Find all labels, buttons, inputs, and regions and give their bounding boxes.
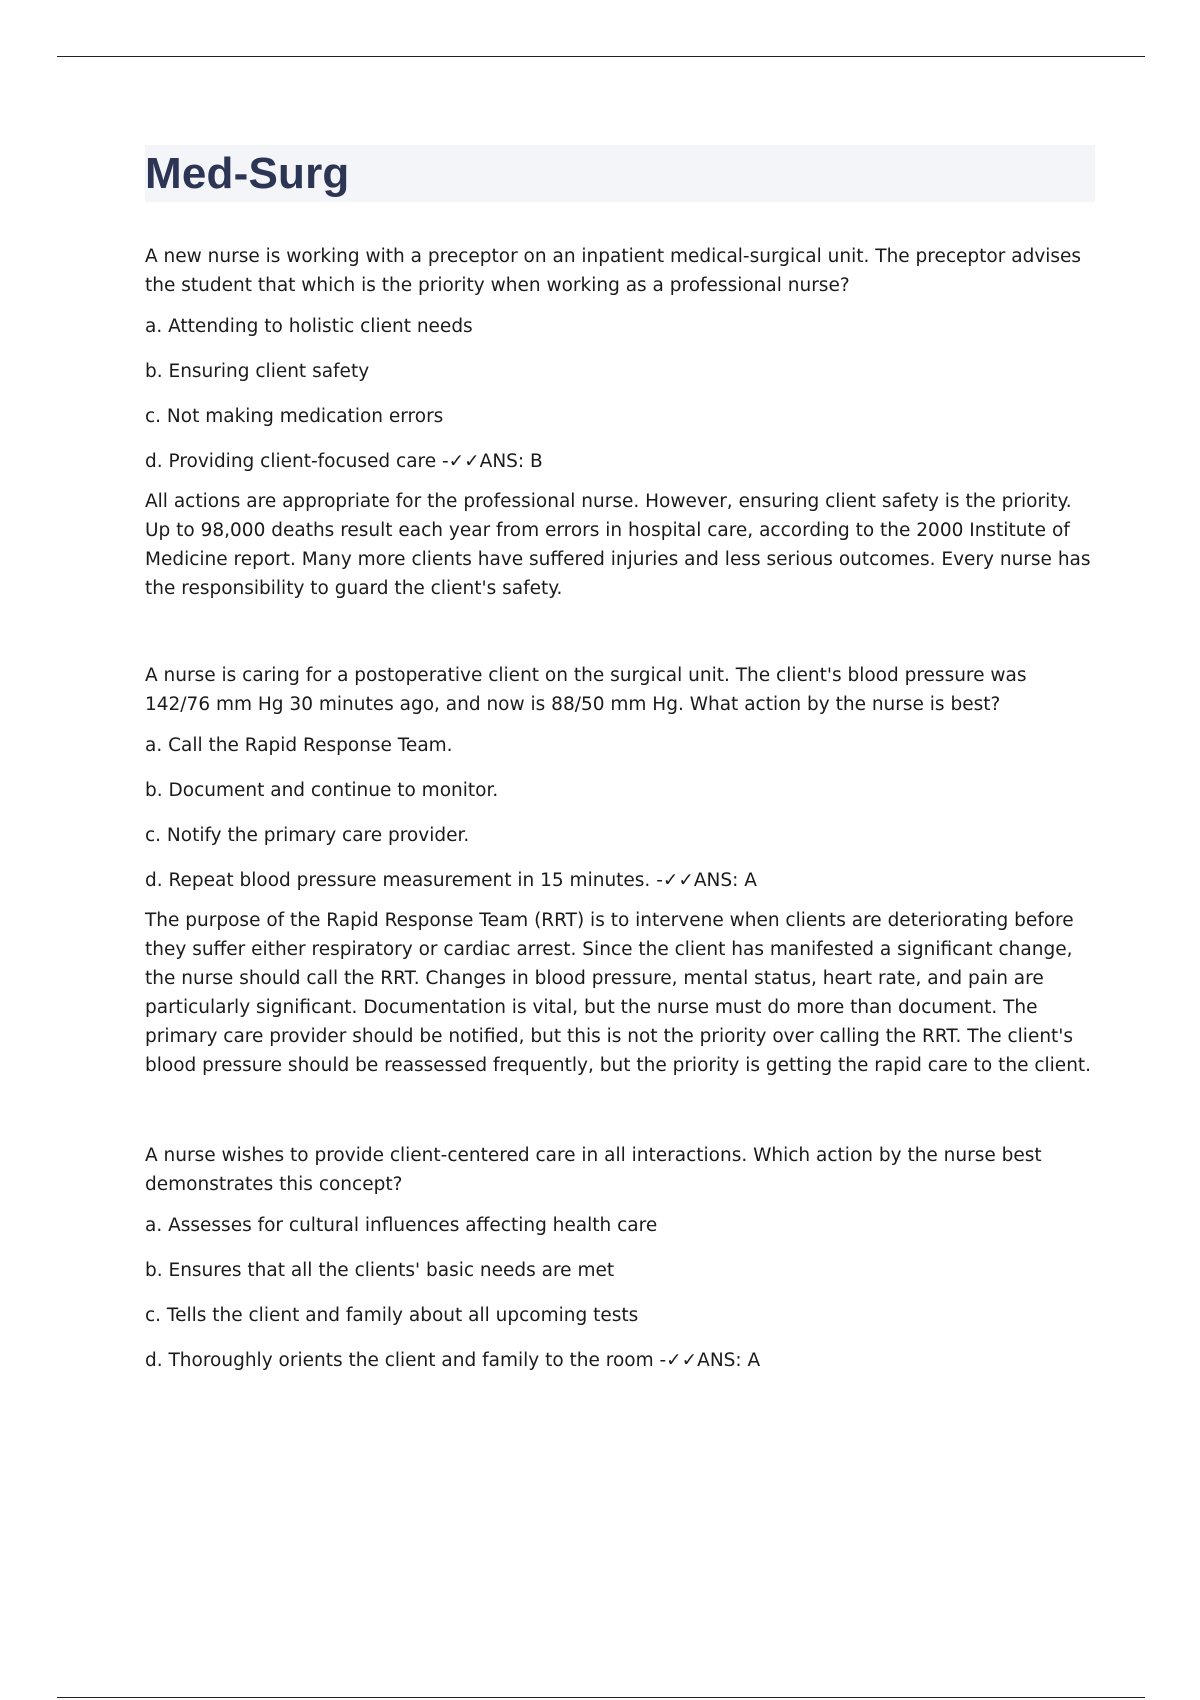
page-title: Med-Surg: [145, 148, 350, 198]
answer-option-d: d. Providing client-focused care -✓✓ANS: B: [145, 451, 543, 472]
answer-option-c: c. Tells the client and family about all upcoming tests: [145, 1305, 639, 1326]
answer-option-d: d. Thoroughly orients the client and family to the room -✓✓ANS: A: [145, 1350, 761, 1371]
question-block-1: [145, 242, 1095, 603]
footer-rule: [57, 1697, 1145, 1698]
document-body: [145, 145, 1095, 1386]
answer-option-b: b. Ensuring client safety: [145, 361, 370, 382]
question-stem: A new nurse is working with a preceptor on an inpatient medical-surgical unit. The preceptor advises the student that which is the priority when working as a professional nurse?: [145, 246, 1082, 296]
answer-option-b: b. Ensures that all the clients' basic needs are met: [145, 1260, 615, 1281]
answer-option-a: a. Assesses for cultural influences affecting health care: [145, 1215, 658, 1236]
answer-rationale: The purpose of the Rapid Response Team (RRT) is to intervene when clients are deteriorating before they suffer either respiratory or cardiac arrest. Since the client has manifested a significant change, the nurse should call the RRT. Changes in blood pressure, mental status, heart rate, and pain are particularly significant. Documentation is vital, but the nurse must do more than document. The primary care provider should be notified, but this is not the priority over calling the RRT. The client's blood pressure should be reassessed frequently, but the priority is getting the rapid care to the client.: [145, 910, 1092, 1076]
question-stem: A nurse wishes to provide client-centered care in all interactions. Which action by the nurse best demonstrates this concept?: [145, 1145, 1042, 1195]
answer-option-c: c. Notify the primary care provider.: [145, 825, 470, 846]
answer-option-d: d. Repeat blood pressure measurement in 15 minutes. -✓✓ANS: A: [145, 870, 757, 891]
title-bar: [145, 145, 1095, 202]
question-stem: A nurse is caring for a postoperative client on the surgical unit. The client's blood pressure was 142/76 mm Hg 30 minutes ago, and now is 88/50 mm Hg. What action by the nurse is best?: [145, 665, 1027, 715]
answer-option-a: a. Call the Rapid Response Team.: [145, 735, 453, 756]
answer-option-a: a. Attending to holistic client needs: [145, 316, 473, 337]
answer-option-b: b. Document and continue to monitor.: [145, 780, 499, 801]
answer-option-c: c. Not making medication errors: [145, 406, 444, 427]
header-rule: [57, 56, 1145, 57]
answer-rationale: All actions are appropriate for the professional nurse. However, ensuring client safety is the priority. Up to 98,000 deaths result each year from errors in hospital care, according to the 2000 Institute of Medicine report. Many more clients have suffered injuries and less serious outcomes. Every nurse has the responsibility to guard the client's safety.: [145, 491, 1091, 599]
question-block-3: [145, 1141, 1095, 1374]
question-spacer: [145, 603, 1095, 661]
question-spacer: [145, 1080, 1095, 1141]
question-block-2: [145, 661, 1095, 1080]
